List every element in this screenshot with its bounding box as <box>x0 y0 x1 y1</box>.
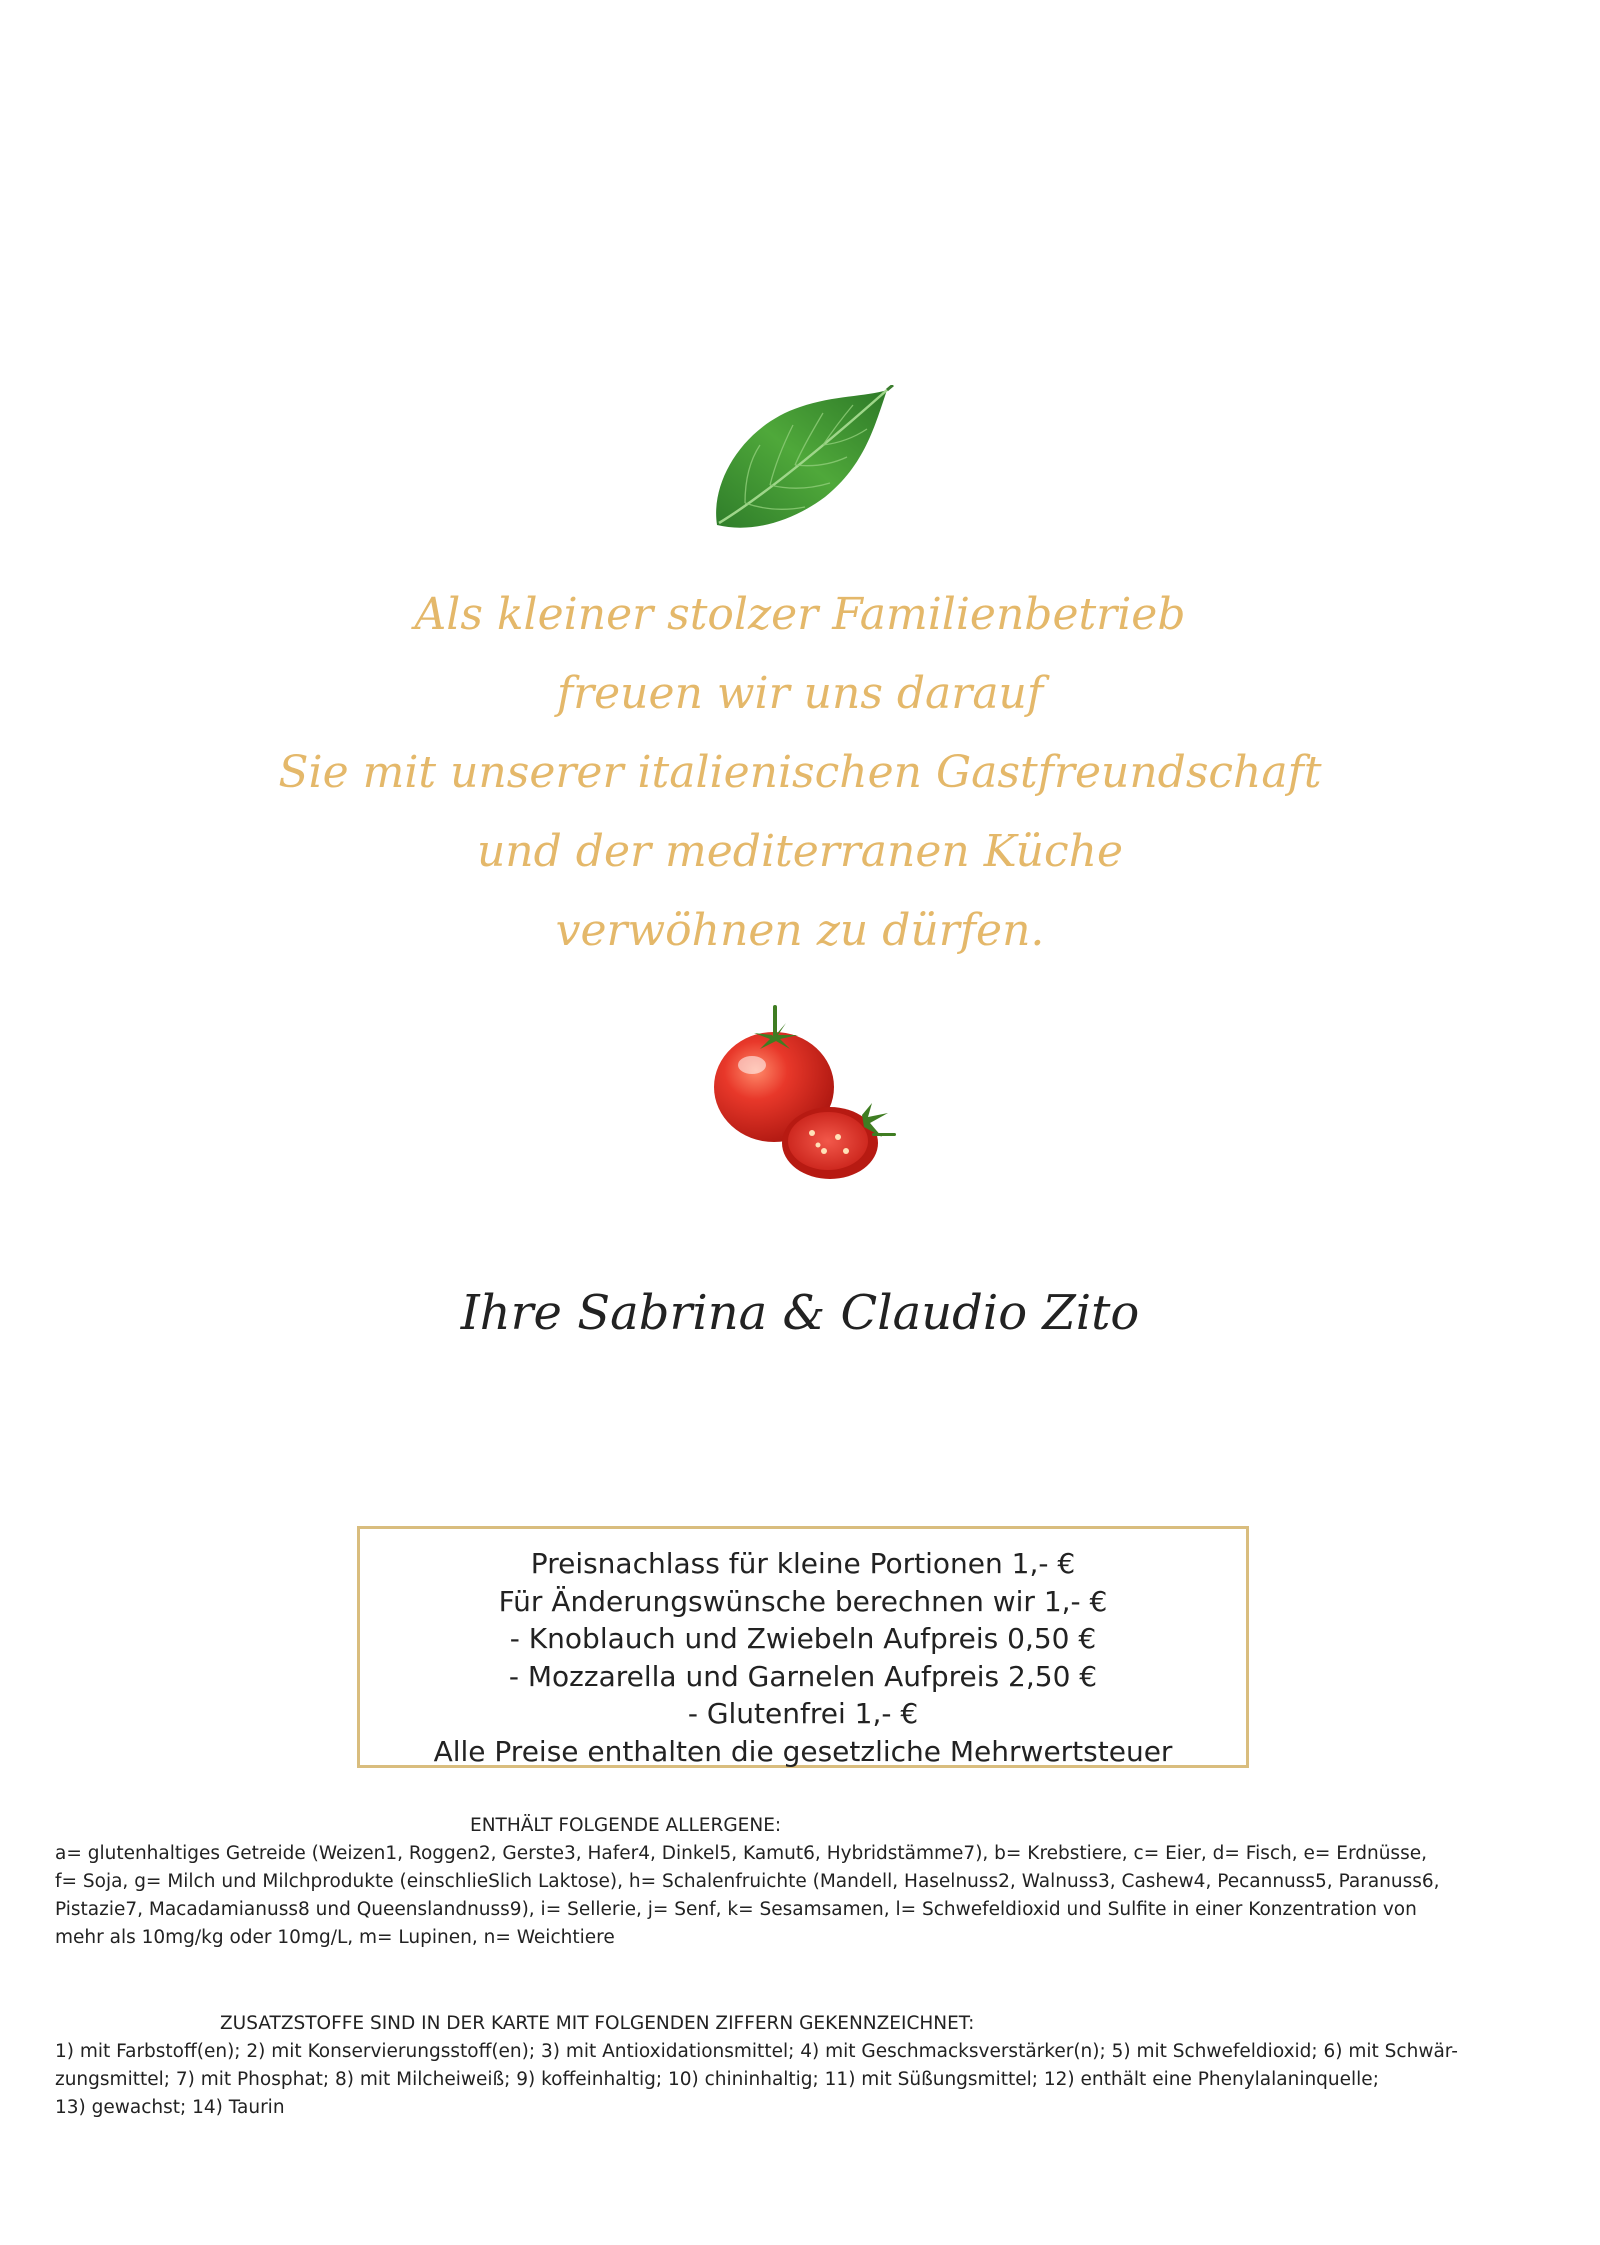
notice-line: - Knoblauch und Zwiebeln Aufpreis 0,50 € <box>509 1622 1097 1655</box>
allergens-line: Pistazie7, Macadamianuss8 und Queenslandnuss9), i= Sellerie, j= Senf, k= Sesamsamen, l= Schwefeldioxid und Sulfite in einer Konzentration von <box>55 1899 1417 1920</box>
additives-heading: ZUSATZSTOFFE SIND IN DER KARTE MIT FOLGENDEN ZIFFERN GEKENNZEICHNET: <box>220 2013 975 2034</box>
notice-line: - Mozzarella und Garnelen Aufpreis 2,50 € <box>508 1659 1098 1693</box>
price-notice-box <box>357 1526 1249 1768</box>
allergens-line: f= Soja, g= Milch und Milchprodukte (einschlieSlich Laktose), h= Schalenfruichte (Mandell, Haselnuss2, Walnuss3, Cashew4, Pecannuss5, Paranuss6, <box>55 1871 1440 1892</box>
welcome-motto <box>0 575 1600 970</box>
notice-line: Alle Preise enthalten die gesetzliche Mehrwertsteuer <box>433 1734 1173 1768</box>
motto-line: Als kleiner stolzer Familienbetrieb <box>414 589 1186 640</box>
allergens-line: a= glutenhaltiges Getreide (Weizen1, Roggen2, Gerste3, Hafer4, Dinkel5, Kamut6, Hybridstämme7), b= Krebstiere, c= Eier, d= Fisch, e= Erdnüsse, <box>55 1843 1427 1864</box>
tomato-icon <box>712 1005 902 1185</box>
notice-line: - Glutenfrei 1,- € <box>687 1697 919 1730</box>
additives-line: zungsmittel; 7) mit Phosphat; 8) mit Milcheiweiß; 9) koffeinhaltig; 10) chininhaltig; 11) mit Süßungsmittel; 12) enthält eine Phenylalaninquelle; <box>55 2069 1379 2090</box>
signature: Ihre Sabrina & Claudio Zito <box>460 1285 1140 1341</box>
motto-line: freuen wir uns darauf <box>556 668 1044 719</box>
basil-leaf-icon <box>705 385 895 535</box>
notice-line: Für Änderungswünsche berechnen wir 1,- € <box>498 1584 1108 1618</box>
additives-line: 1) mit Farbstoff(en); 2) mit Konservierungsstoff(en); 3) mit Antioxidationsmittel; 4) mit Geschmacksverstärker(n); 5) mit Schwefeldioxid; 6) mit Schwär- <box>55 2041 1458 2062</box>
allergens-heading: ENTHÄLT FOLGENDE ALLERGENE: <box>470 1815 782 1836</box>
allergens-section <box>55 1812 1555 1952</box>
motto-line: Sie mit unserer italienischen Gastfreundschaft <box>278 747 1322 798</box>
motto-line: und der mediterranen Küche <box>476 826 1124 877</box>
additives-line: 13) gewachst; 14) Taurin <box>55 2097 285 2118</box>
additives-section <box>55 2010 1555 2122</box>
notice-line: Preisnachlass für kleine Portionen 1,- € <box>530 1547 1076 1580</box>
motto-line: verwöhnen zu dürfen. <box>555 905 1045 956</box>
allergens-line: mehr als 10mg/kg oder 10mg/L, m= Lupinen, n= Weichtiere <box>55 1927 615 1948</box>
